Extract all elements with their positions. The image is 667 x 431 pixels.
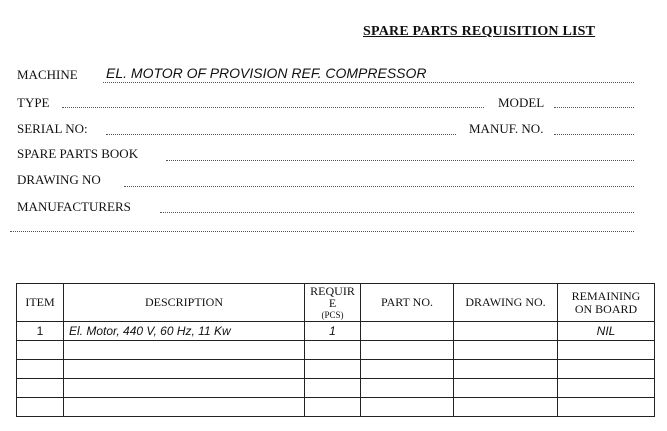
cell-drawing-no[interactable] xyxy=(454,322,558,341)
header-part-no: PART NO. xyxy=(361,284,454,322)
cell-required[interactable]: 1 xyxy=(305,322,361,341)
table-row xyxy=(17,379,655,398)
model-field-line[interactable] xyxy=(554,107,634,108)
cell-part-no[interactable] xyxy=(361,341,454,360)
cell-remaining[interactable] xyxy=(558,398,655,417)
model-label: MODEL xyxy=(498,95,545,110)
table-header-row xyxy=(17,284,655,322)
cell-required[interactable] xyxy=(305,379,361,398)
header-required-line1: REQUIR xyxy=(310,283,355,298)
spare-parts-book-field-line[interactable] xyxy=(166,160,634,161)
header-drawing-no: DRAWING NO. xyxy=(454,284,558,322)
type-field-line[interactable] xyxy=(62,107,484,108)
cell-item[interactable] xyxy=(17,379,64,398)
cell-remaining[interactable] xyxy=(558,379,655,398)
parts-table xyxy=(16,283,655,417)
header-remaining-line1: REMAINING xyxy=(571,288,641,303)
header-remaining-line2: ON BOARD xyxy=(574,301,638,316)
cell-item[interactable]: 1 xyxy=(17,322,64,341)
header-description: DESCRIPTION xyxy=(64,284,305,322)
serial-no-label: SERIAL NO: xyxy=(17,121,88,136)
manuf-no-label: MANUF. NO. xyxy=(469,121,544,136)
manufacturers-field-line[interactable] xyxy=(160,212,634,213)
table-row xyxy=(17,398,655,417)
cell-drawing-no[interactable] xyxy=(454,341,558,360)
cell-item[interactable] xyxy=(17,341,64,360)
header-remaining xyxy=(558,284,655,322)
manuf-no-field-line[interactable] xyxy=(554,134,634,135)
cell-part-no[interactable] xyxy=(361,360,454,379)
page-title: SPARE PARTS REQUISITION LIST xyxy=(363,24,596,39)
cell-required[interactable] xyxy=(305,341,361,360)
section-divider xyxy=(10,231,634,232)
table-row xyxy=(17,322,655,341)
cell-drawing-no[interactable] xyxy=(454,398,558,417)
cell-part-no[interactable] xyxy=(361,398,454,417)
cell-remaining[interactable] xyxy=(558,360,655,379)
cell-description[interactable] xyxy=(64,379,305,398)
cell-part-no[interactable] xyxy=(361,322,454,341)
machine-value: EL. MOTOR OF PROVISION REF. COMPRESSOR xyxy=(106,65,427,81)
header-required-line2: E xyxy=(328,295,337,310)
cell-required[interactable] xyxy=(305,360,361,379)
cell-drawing-no[interactable] xyxy=(454,379,558,398)
cell-item[interactable] xyxy=(17,398,64,417)
cell-description[interactable] xyxy=(64,341,305,360)
serial-no-field-line[interactable] xyxy=(106,134,456,135)
machine-field-line[interactable] xyxy=(103,82,634,83)
type-label: TYPE xyxy=(17,95,50,110)
cell-remaining[interactable]: NIL xyxy=(558,322,655,341)
cell-remaining[interactable] xyxy=(558,341,655,360)
cell-description[interactable] xyxy=(64,360,305,379)
header-item: ITEM xyxy=(17,284,64,322)
cell-description[interactable]: El. Motor, 440 V, 60 Hz, 11 Kw xyxy=(64,322,305,341)
machine-label: MACHINE xyxy=(17,67,78,82)
cell-item[interactable] xyxy=(17,360,64,379)
cell-required[interactable] xyxy=(305,398,361,417)
cell-drawing-no[interactable] xyxy=(454,360,558,379)
manufacturers-label: MANUFACTURERS xyxy=(17,199,131,214)
header-required xyxy=(305,284,361,322)
drawing-no-field-line[interactable] xyxy=(124,186,634,187)
table-row xyxy=(17,360,655,379)
cell-description[interactable] xyxy=(64,398,305,417)
header-required-unit: (PCS) xyxy=(321,309,344,320)
drawing-no-label: DRAWING NO xyxy=(17,172,101,187)
spare-parts-book-label: SPARE PARTS BOOK xyxy=(17,146,139,161)
table-row xyxy=(17,341,655,360)
cell-part-no[interactable] xyxy=(361,379,454,398)
